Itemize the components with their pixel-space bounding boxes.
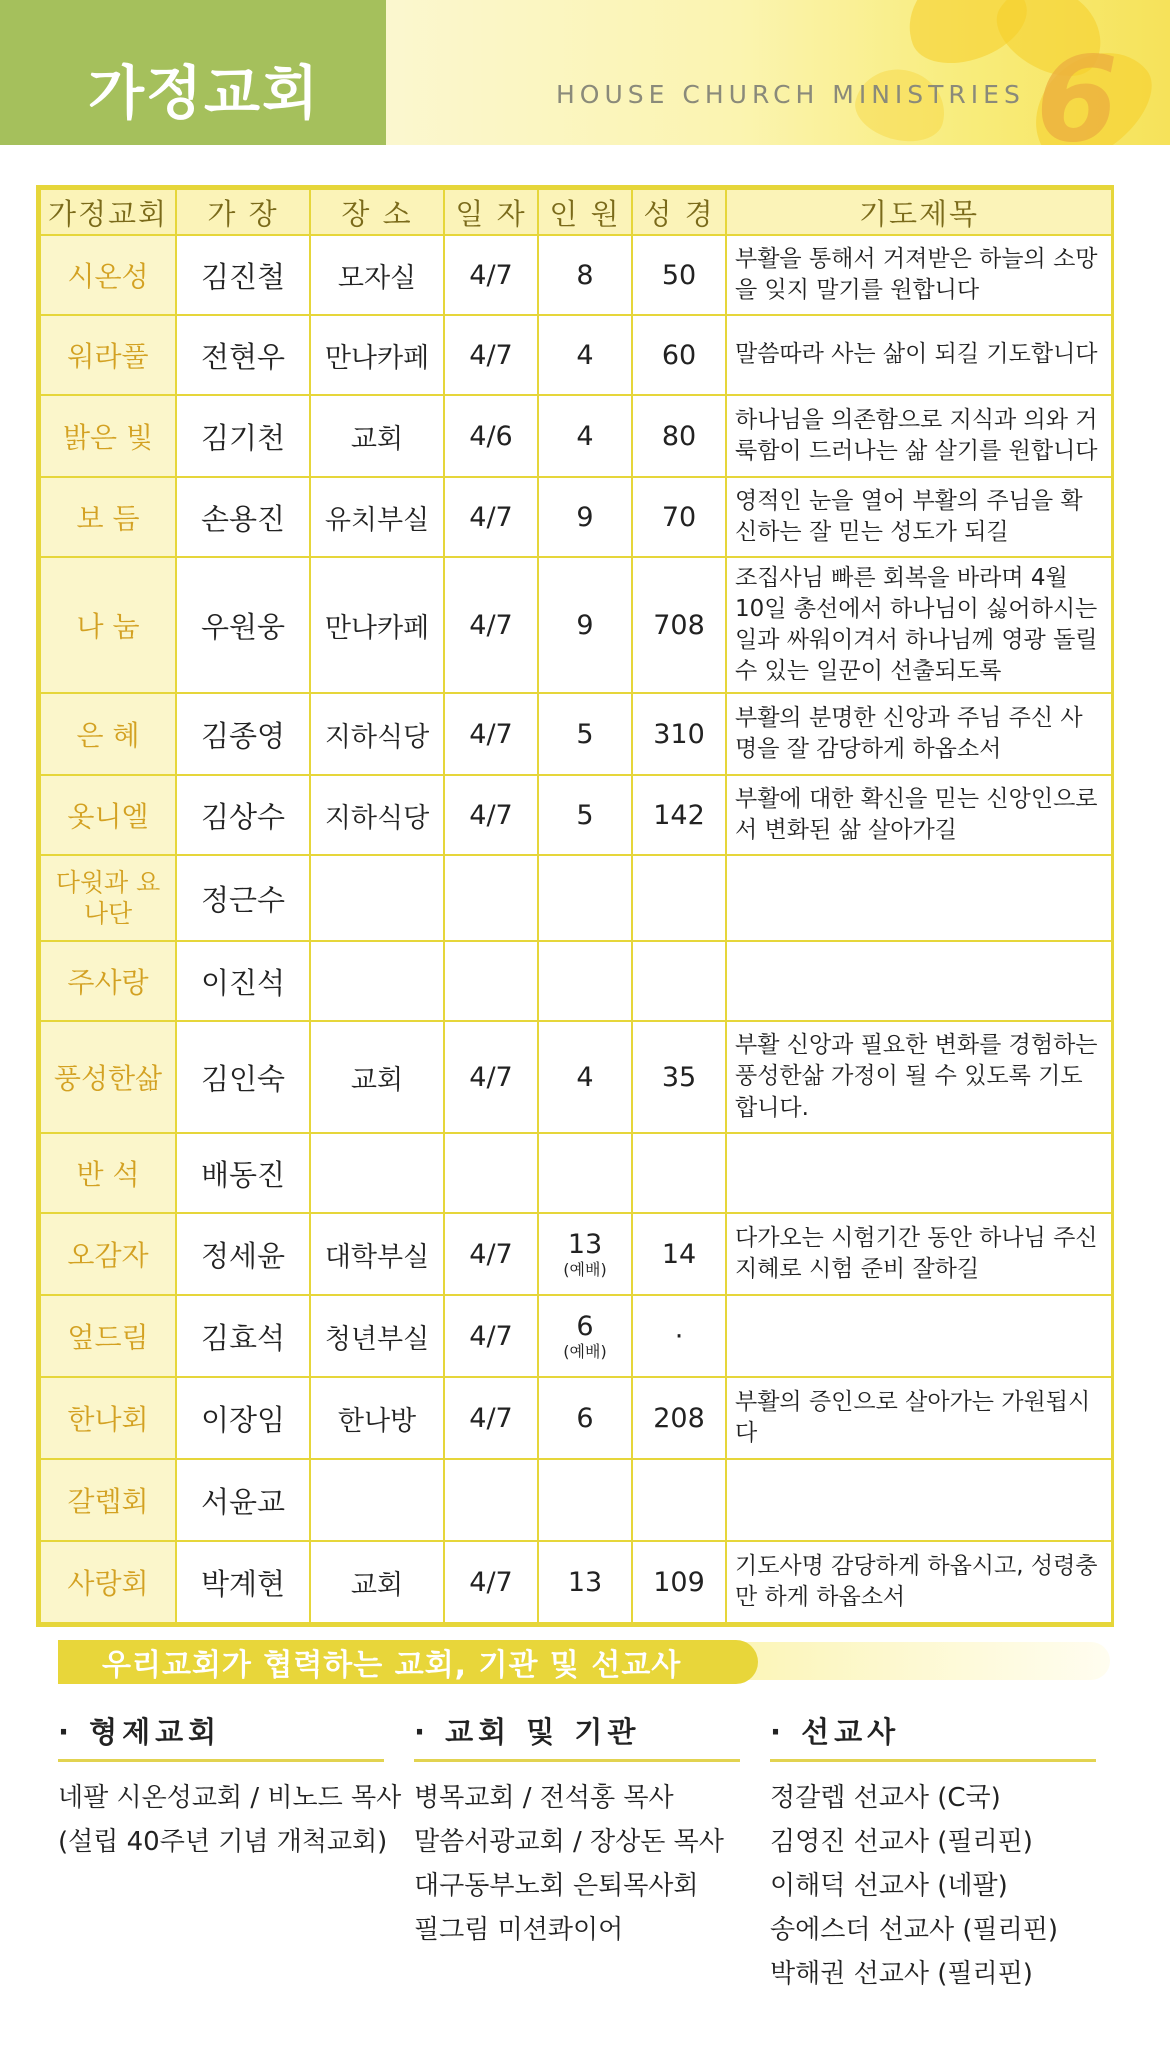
column-header-date: 일 자 — [444, 189, 538, 235]
cell-head-text: 정세윤 — [200, 1238, 286, 1273]
cell-prayer — [726, 1021, 1112, 1133]
list-item: 필그림 미션콰이어 — [414, 1915, 624, 1945]
table-row — [40, 1377, 1112, 1459]
cell-prayer — [726, 315, 1112, 395]
cell-date-text: 4/6 — [469, 420, 513, 452]
cell-group — [40, 1213, 176, 1295]
table-row — [40, 775, 1112, 855]
cell-prayer — [726, 557, 1112, 693]
cell-place — [310, 1021, 444, 1133]
cell-place-text: 한나방 — [337, 1405, 417, 1437]
cell-place-text: 교회 — [350, 423, 404, 455]
cell-head — [176, 1295, 310, 1377]
cell-date-text: 4/7 — [469, 501, 513, 533]
cell-group — [40, 941, 176, 1021]
cell-people-text: 6 — [576, 1402, 594, 1434]
cell-people — [538, 1377, 632, 1459]
cell-prayer-text: 영적인 눈을 열어 부활의 주님을 확신하는 잘 믿는 성도가 되길 — [735, 487, 1083, 545]
cell-group-text: 옷니엘 — [67, 800, 149, 833]
cell-head-text: 서윤교 — [200, 1484, 286, 1519]
cell-prayer — [726, 1377, 1112, 1459]
cell-head-text: 김기천 — [200, 420, 286, 455]
list-item: 대구동부노회 은퇴목사회 — [414, 1871, 699, 1901]
cell-place-text: 모자실 — [337, 262, 417, 294]
cell-group — [40, 1021, 176, 1133]
section-title: · 교회 및 기관 — [414, 1710, 740, 1762]
cell-prayer — [726, 395, 1112, 477]
cell-group-text: 밝은 빛 — [62, 421, 154, 454]
column-header-bible: 성 경 — [632, 189, 726, 235]
cell-place — [310, 1377, 444, 1459]
cell-date — [444, 1295, 538, 1377]
cell-bible — [632, 315, 726, 395]
list-item: 김영진 선교사 (필리핀) — [770, 1827, 1033, 1857]
section-title: · 선교사 — [770, 1710, 1096, 1762]
table-row — [40, 235, 1112, 315]
cell-place — [310, 693, 444, 775]
church-institution-section — [414, 1710, 740, 1952]
cell-place — [310, 557, 444, 693]
cell-group — [40, 1541, 176, 1623]
cell-prayer-text: 부활에 대한 확신을 믿는 신앙인으로서 변화된 삶 살아가길 — [735, 785, 1098, 843]
cell-prayer-text: 기도사명 감당하게 하옵시고, 성령충만 하게 하옵소서 — [735, 1552, 1098, 1610]
page-number: 6 — [1036, 30, 1119, 168]
list-item: 말씀서광교회 / 장상돈 목사 — [414, 1827, 724, 1857]
cell-group — [40, 1377, 176, 1459]
cell-place-text: 만나카페 — [324, 612, 430, 644]
cell-people — [538, 315, 632, 395]
cell-place — [310, 1133, 444, 1213]
cell-people — [538, 1021, 632, 1133]
people-note: (예배) — [563, 1341, 607, 1361]
table-row — [40, 1295, 1112, 1377]
cell-head-text: 김종영 — [200, 718, 286, 753]
table-row — [40, 855, 1112, 941]
cell-people-text: 9 — [576, 501, 594, 533]
cell-bible-text: 80 — [661, 420, 697, 452]
cell-group — [40, 775, 176, 855]
cell-prayer-text: 조집사님 빠른 회복을 바라며 4월 10일 총선에서 하나님이 싫어하시는 일과 싸워이겨서 하나님께 영광 돌릴 수 있는 일꾼이 선출되도록 — [735, 564, 1098, 685]
list-item: 병목교회 / 전석홍 목사 — [414, 1783, 674, 1813]
cell-head — [176, 693, 310, 775]
table-row — [40, 1213, 1112, 1295]
cell-people — [538, 855, 632, 941]
cell-date — [444, 855, 538, 941]
cell-prayer — [726, 855, 1112, 941]
cell-place-text: 지하식당 — [324, 721, 430, 753]
cell-head — [176, 775, 310, 855]
cell-people — [538, 235, 632, 315]
cell-people-text: 6 — [576, 1310, 594, 1342]
cell-head — [176, 1213, 310, 1295]
cell-group-text: 오감자 — [67, 1239, 149, 1272]
cell-people-text: 5 — [576, 799, 594, 831]
missionary-section — [770, 1710, 1096, 1996]
cell-date — [444, 1213, 538, 1295]
column-header-people: 인 원 — [538, 189, 632, 235]
cell-head — [176, 855, 310, 941]
cell-date-text: 4/7 — [469, 259, 513, 291]
cell-group — [40, 557, 176, 693]
cell-bible-text: 60 — [661, 339, 697, 371]
cell-people — [538, 1133, 632, 1213]
cell-group — [40, 1295, 176, 1377]
header-subtitle: HOUSE CHURCH MINISTRIES — [556, 80, 1025, 109]
cell-bible — [632, 855, 726, 941]
list-item: 이해덕 선교사 (네팔) — [770, 1871, 1008, 1901]
cell-bible — [632, 235, 726, 315]
cell-bible — [632, 1021, 726, 1133]
cell-people-text: 4 — [576, 420, 594, 452]
cell-people-text: 8 — [576, 259, 594, 291]
list-item: 박해권 선교사 (필리핀) — [770, 1959, 1033, 1989]
cell-bible — [632, 1295, 726, 1377]
column-header-place: 장 소 — [310, 189, 444, 235]
table-row — [40, 1021, 1112, 1133]
cell-group — [40, 855, 176, 941]
cell-place — [310, 395, 444, 477]
header-green-panel — [0, 0, 386, 145]
cell-place-text: 교회 — [350, 1569, 404, 1601]
cell-date — [444, 235, 538, 315]
cell-people-text: 9 — [576, 609, 594, 641]
cell-place — [310, 235, 444, 315]
cell-prayer-text: 말씀따라 사는 삶이 되길 기도합니다 — [735, 341, 1098, 368]
cell-head-text: 배동진 — [200, 1157, 286, 1192]
cell-date-text: 4/7 — [469, 1402, 513, 1434]
cell-place-text: 대학부실 — [324, 1241, 430, 1273]
cell-bible-text: 14 — [661, 1238, 697, 1270]
cell-bible — [632, 395, 726, 477]
cell-date — [444, 1459, 538, 1541]
cell-head-text: 정근수 — [200, 882, 286, 917]
table-row — [40, 477, 1112, 557]
cell-prayer — [726, 1213, 1112, 1295]
page-header — [0, 0, 1170, 168]
table-row — [40, 1459, 1112, 1541]
partners-banner-text: 우리교회가 협력하는 교회, 기관 및 선교사 — [102, 1648, 682, 1683]
cell-group — [40, 235, 176, 315]
table-header-row — [40, 189, 1112, 235]
cell-head — [176, 1133, 310, 1213]
cell-bible — [632, 941, 726, 1021]
cell-bible — [632, 1213, 726, 1295]
cell-head — [176, 1541, 310, 1623]
cell-head-text: 이장임 — [200, 1402, 286, 1437]
cell-place — [310, 775, 444, 855]
cell-prayer — [726, 235, 1112, 315]
church-institution-list — [414, 1776, 740, 1952]
cell-prayer-text: 다가오는 시험기간 동안 하나님 주신 지혜로 시험 준비 잘하길 — [735, 1224, 1098, 1282]
cell-group-text: 나 눔 — [76, 610, 140, 643]
cell-date — [444, 1541, 538, 1623]
cell-place — [310, 1213, 444, 1295]
cell-people — [538, 1295, 632, 1377]
cell-group-text: 풍성한삶 — [53, 1062, 163, 1095]
cell-bible-text: 70 — [661, 501, 697, 533]
cell-people — [538, 693, 632, 775]
cell-date — [444, 1021, 538, 1133]
cell-date — [444, 1377, 538, 1459]
cell-head-text: 박계현 — [200, 1566, 286, 1601]
page-title: 가정교회 — [88, 59, 321, 127]
cell-group-text: 사랑회 — [67, 1567, 149, 1600]
cell-head-text: 우원웅 — [200, 609, 286, 644]
cell-prayer-text: 부활을 통해서 거져받은 하늘의 소망을 잊지 말기를 원합니다 — [735, 245, 1098, 303]
cell-prayer — [726, 1541, 1112, 1623]
cell-bible — [632, 1459, 726, 1541]
cell-bible — [632, 477, 726, 557]
cell-head — [176, 557, 310, 693]
cell-prayer-text: 하나님을 의존함으로 지식과 의와 거룩함이 드러나는 삶 살기를 원합니다 — [735, 406, 1098, 464]
cell-place — [310, 855, 444, 941]
table-row — [40, 941, 1112, 1021]
cell-people — [538, 775, 632, 855]
cell-head — [176, 1021, 310, 1133]
cell-group-text: 은 혜 — [76, 719, 140, 752]
cell-group-text: 워라풀 — [67, 340, 149, 373]
cell-place — [310, 315, 444, 395]
cell-people — [538, 557, 632, 693]
cell-bible-text: 50 — [661, 259, 697, 291]
cell-date-text: 4/7 — [469, 1238, 513, 1270]
cell-group-text: 주사랑 — [67, 966, 149, 999]
cell-place — [310, 941, 444, 1021]
cell-place — [310, 1541, 444, 1623]
cell-bible-text: 35 — [661, 1061, 697, 1093]
cell-head — [176, 315, 310, 395]
cell-head — [176, 941, 310, 1021]
cell-date-text: 4/7 — [469, 609, 513, 641]
cell-prayer — [726, 775, 1112, 855]
cell-group — [40, 315, 176, 395]
cell-people — [538, 941, 632, 1021]
cell-bible-text: 142 — [653, 799, 705, 831]
cell-place-text: 청년부실 — [324, 1323, 430, 1355]
cell-group — [40, 1133, 176, 1213]
cell-date — [444, 315, 538, 395]
cell-head-text: 김상수 — [200, 799, 286, 834]
cell-group-text: 시온성 — [67, 260, 149, 293]
cell-group — [40, 693, 176, 775]
cell-date — [444, 941, 538, 1021]
cell-head-text: 전현우 — [200, 339, 286, 374]
cell-people — [538, 1541, 632, 1623]
cell-prayer-text: 부활의 증인으로 살아가는 가원됩시다 — [735, 1388, 1091, 1446]
sister-church-list — [58, 1776, 402, 1864]
column-header-prayer: 기도제목 — [726, 189, 1112, 235]
people-note: (예배) — [563, 1259, 607, 1279]
house-church-table — [36, 185, 1114, 1627]
cell-group-text: 엎드림 — [67, 1321, 149, 1354]
cell-prayer — [726, 1133, 1112, 1213]
list-item: 송에스더 선교사 (필리핀) — [770, 1915, 1058, 1945]
cell-head-text: 이진석 — [200, 965, 286, 1000]
cell-group-text: 다윗과 요나단 — [55, 867, 161, 928]
cell-prayer — [726, 1459, 1112, 1541]
cell-date-text: 4/7 — [469, 339, 513, 371]
cell-place-text: 만나카페 — [324, 342, 430, 374]
list-item: 네팔 시온성교회 / 비노드 목사 — [58, 1783, 402, 1813]
section-title: · 형제교회 — [58, 1710, 384, 1762]
cell-people — [538, 395, 632, 477]
table-row — [40, 315, 1112, 395]
cell-group-text: 한나회 — [67, 1403, 149, 1436]
cell-bible-text: 109 — [653, 1566, 705, 1598]
cell-bible-text: 708 — [653, 609, 705, 641]
cell-bible — [632, 1133, 726, 1213]
cell-place — [310, 477, 444, 557]
list-item: 정갈렙 선교사 (C국) — [770, 1783, 1001, 1813]
cell-people-text: 13 — [567, 1566, 603, 1598]
cell-date — [444, 1133, 538, 1213]
cell-prayer — [726, 693, 1112, 775]
column-header-group: 가정교회 — [40, 189, 176, 235]
cell-place-text: 유치부실 — [324, 504, 430, 536]
partners-banner — [58, 1640, 758, 1684]
cell-people-text: 5 — [576, 718, 594, 750]
cell-people-text: 13 — [567, 1228, 603, 1260]
cell-group-text: 반 석 — [76, 1158, 140, 1191]
table-row — [40, 1133, 1112, 1213]
cell-head — [176, 395, 310, 477]
cell-bible-text: 310 — [653, 718, 705, 750]
cell-head — [176, 1377, 310, 1459]
cell-date-text: 4/7 — [469, 1566, 513, 1598]
cell-head-text: 김효석 — [200, 1320, 286, 1355]
cell-prayer — [726, 941, 1112, 1021]
cell-people-text: 4 — [576, 339, 594, 371]
cell-place — [310, 1295, 444, 1377]
column-header-head: 가 장 — [176, 189, 310, 235]
cell-date-text: 4/7 — [469, 1320, 513, 1352]
cell-date — [444, 395, 538, 477]
cell-head — [176, 477, 310, 557]
cell-head — [176, 1459, 310, 1541]
sister-church-section — [58, 1710, 402, 1864]
missionary-list — [770, 1776, 1096, 1996]
table-row — [40, 395, 1112, 477]
cell-bible-text: 208 — [653, 1402, 705, 1434]
cell-date — [444, 477, 538, 557]
cell-people-text: 4 — [576, 1061, 594, 1093]
cell-group — [40, 477, 176, 557]
cell-date — [444, 775, 538, 855]
cell-bible — [632, 693, 726, 775]
cell-prayer — [726, 1295, 1112, 1377]
cell-prayer — [726, 477, 1112, 557]
cell-place-text: 교회 — [350, 1064, 404, 1096]
list-item: (설립 40주년 기념 개척교회) — [58, 1827, 388, 1857]
cell-place — [310, 1459, 444, 1541]
cell-date — [444, 693, 538, 775]
cell-prayer-text: 부활의 분명한 신앙과 주님 주신 사명을 잘 감당하게 하옵소서 — [735, 704, 1083, 762]
cell-date-text: 4/7 — [469, 718, 513, 750]
table-row — [40, 557, 1112, 693]
cell-people — [538, 1459, 632, 1541]
cell-group — [40, 395, 176, 477]
cell-date-text: 4/7 — [469, 1061, 513, 1093]
cell-place-text: 지하식당 — [324, 802, 430, 834]
table-row — [40, 693, 1112, 775]
cell-people — [538, 477, 632, 557]
cell-head — [176, 235, 310, 315]
cell-bible — [632, 775, 726, 855]
cell-bible — [632, 1541, 726, 1623]
cell-group — [40, 1459, 176, 1541]
cell-bible — [632, 1377, 726, 1459]
cell-prayer-text: 부활 신앙과 필요한 변화를 경험하는 풍성한삶 가정이 될 수 있도록 기도합니다. — [735, 1032, 1098, 1121]
cell-head-text: 손용진 — [200, 501, 286, 536]
table-row — [40, 1541, 1112, 1623]
cell-date-text: 4/7 — [469, 799, 513, 831]
cell-date — [444, 557, 538, 693]
cell-head-text: 김진철 — [200, 259, 286, 294]
cell-group-text: 갈렙회 — [67, 1485, 149, 1518]
cell-head-text: 김인숙 — [200, 1061, 286, 1096]
cell-bible — [632, 557, 726, 693]
cell-bible-text: · — [674, 1320, 684, 1352]
cell-group-text: 보 듬 — [76, 502, 140, 535]
cell-people — [538, 1213, 632, 1295]
